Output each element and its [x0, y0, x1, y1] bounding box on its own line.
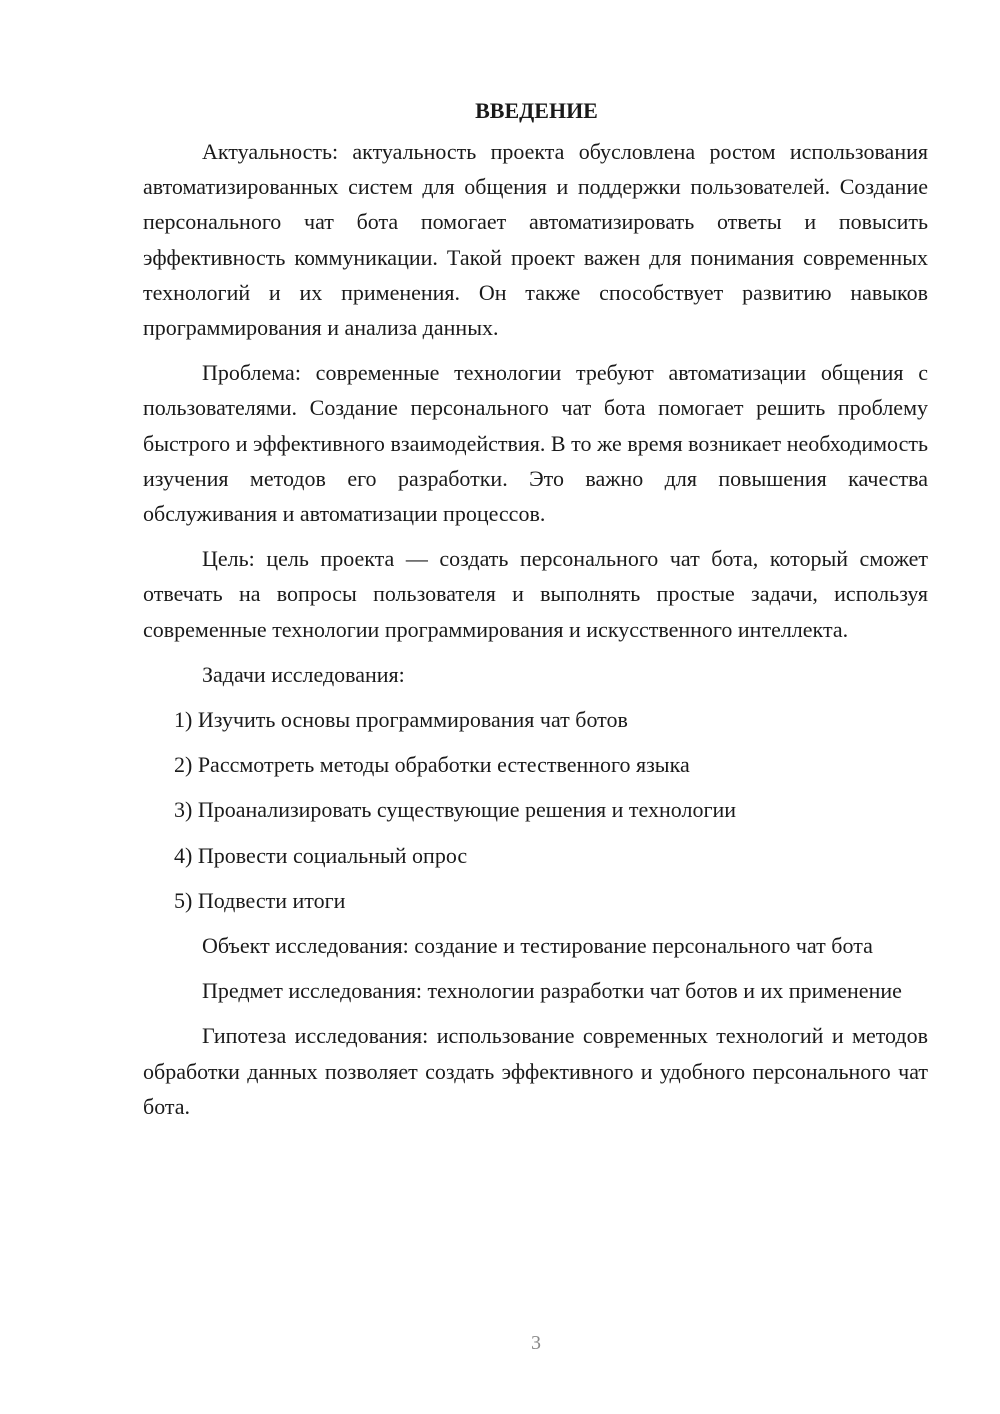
- page-number: 3: [531, 1332, 541, 1354]
- paragraph-hypothesis: Гипотеза исследования: использование современных технологий и методов обработки данных позволяет создать эффективного и удобного персонального чат бота.: [143, 1023, 928, 1119]
- paragraph-subject: Предмет исследования: технологии разработки чат ботов и их применение: [202, 978, 902, 1004]
- list-item: 4) Провести социальный опрос: [174, 842, 468, 868]
- page-content: [143, 93, 928, 1124]
- list-item: 1) Изучить основы программирования чат ботов: [174, 707, 628, 733]
- paragraph-object: Объект исследования: создание и тестирование персонального чат бота: [202, 933, 873, 959]
- list-item: 3) Проанализировать существующие решения и технологии: [174, 797, 737, 823]
- section-heading: ВВЕДЕНИЕ: [475, 98, 598, 123]
- list-item: 2) Рассмотреть методы обработки естественного языка: [174, 752, 690, 778]
- paragraph-goal: Цель: цель проекта — создать персонального чат бота, который сможет отвечать на вопросы пользователя и выполнять простые задачи, используя современные технологии программирования и искусственного интеллекта.: [143, 546, 928, 642]
- paragraph-relevance: Актуальность: актуальность проекта обусловлена ростом использования автоматизированных систем для общения и поддержки пользователей. Создание персонального чат бота помогает автоматизировать ответы и повысить эффективность коммуникации. Такой проект важен для понимания современных технологий и их применения. Он также способствует развитию навыков программирования и анализа данных.: [143, 139, 928, 341]
- paragraph-tasks-title: Задачи исследования:: [202, 661, 405, 687]
- list-item: 5) Подвести итоги: [174, 887, 346, 913]
- tasks-list: [143, 702, 928, 918]
- paragraph-problem: Проблема: современные технологии требуют автоматизации общения с пользователями. Создание персонального чат бота помогает решить проблему быстрого и эффективного взаимодействия. В то же время возникает необходимость изучения методов его разработки. Это важно для повышения качества обслуживания и автоматизации процессов.: [143, 360, 928, 527]
